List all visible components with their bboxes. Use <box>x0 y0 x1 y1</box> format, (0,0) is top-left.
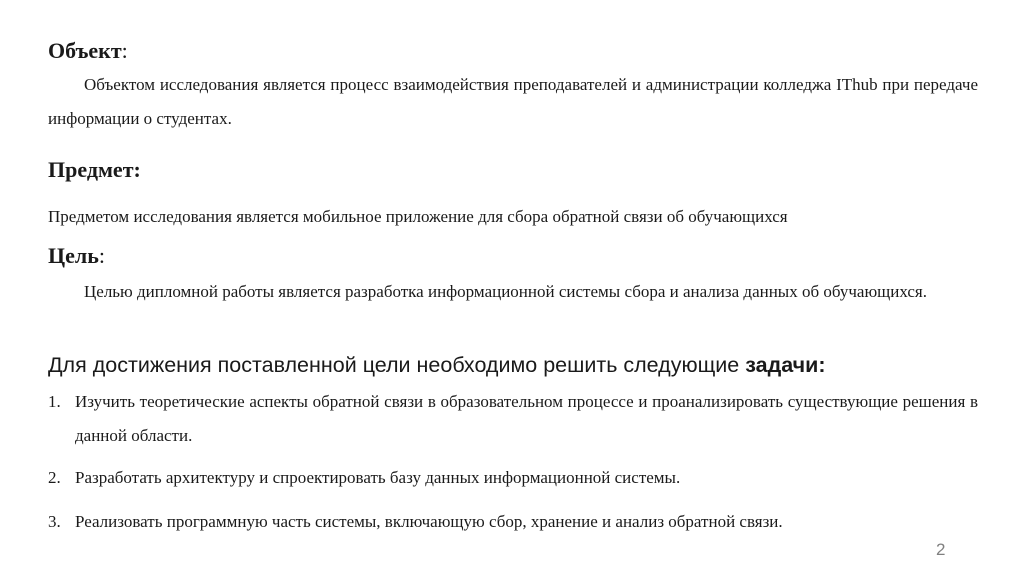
task-number-3: 3. <box>48 512 61 531</box>
tasks-intro <box>48 353 826 378</box>
task-number-1: 1. <box>48 392 61 411</box>
object-text: Объектом исследования является процесс взаимодействия преподавателей и администрации колледжа IThub при передаче информации о студентах. <box>48 75 978 128</box>
goal-heading <box>48 243 105 269</box>
goal-heading-label: Цель <box>48 243 99 268</box>
task-text-1: Изучить теоретические аспекты обратной связи в образовательном процессе и проанализировать существующие решения в данной области. <box>75 392 978 445</box>
page-number: 2 <box>936 540 946 559</box>
goal-text: Целью дипломной работы является разработка информационной системы сбора и анализа данных об обучающихся. <box>84 282 927 301</box>
subject-heading-label: Предмет: <box>48 157 141 182</box>
subject-text: Предметом исследования является мобильное приложение для сбора обратной связи об обучающихся <box>48 207 788 226</box>
tasks-intro-text: Для достижения поставленной цели необходимо решить следующие <box>48 353 746 377</box>
task-number-2: 2. <box>48 468 61 487</box>
tasks-intro-bold: задачи: <box>745 353 826 377</box>
task-text-3: Реализовать программную часть системы, включающую сбор, хранение и анализ обратной связи. <box>75 512 783 531</box>
object-paragraph <box>48 68 978 136</box>
object-heading <box>48 38 128 64</box>
subject-paragraph <box>48 200 978 234</box>
object-heading-colon: : <box>121 38 128 63</box>
goal-heading-colon: : <box>98 243 105 268</box>
goal-paragraph <box>48 275 978 309</box>
task-text-2: Разработать архитектуру и спроектировать базу данных информационной системы. <box>75 468 681 487</box>
subject-heading <box>48 157 141 183</box>
object-heading-label: Объект <box>48 38 122 63</box>
